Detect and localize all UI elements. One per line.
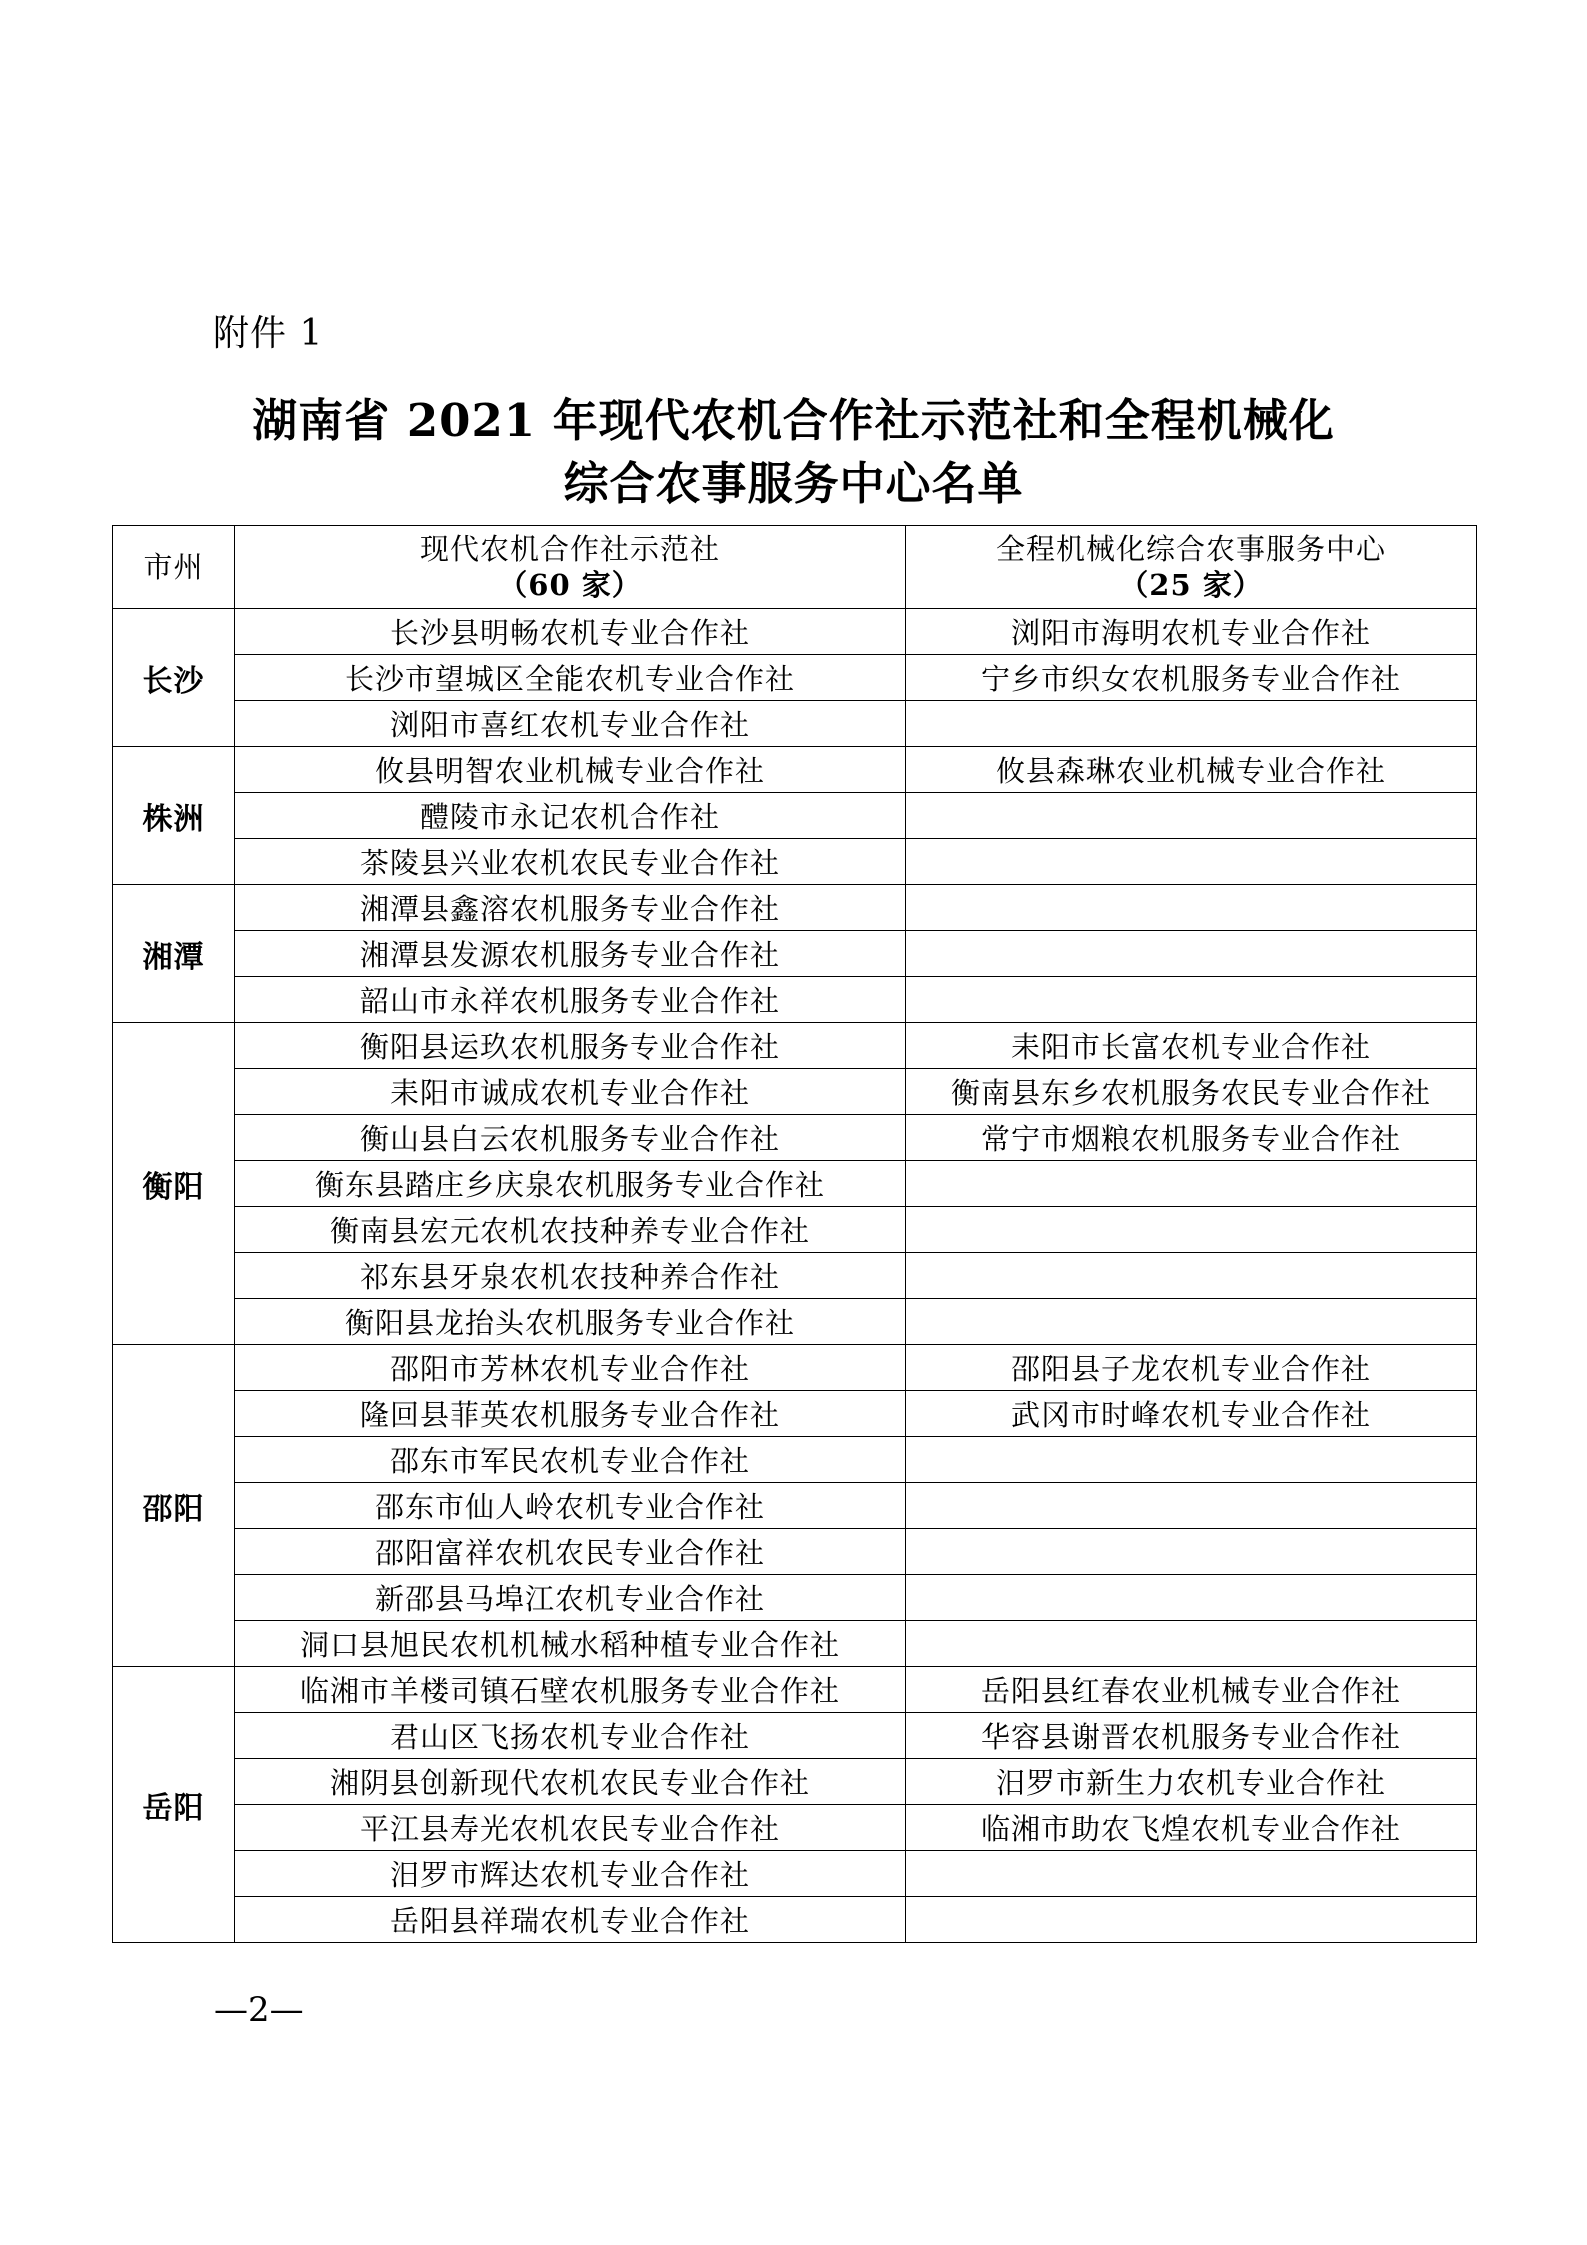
demo-cooperative-cell: 衡东县踏庄乡庆泉农机服务专业合作社 bbox=[235, 1161, 906, 1207]
header-city: 市州 bbox=[113, 526, 235, 609]
table-row bbox=[113, 1575, 1477, 1621]
service-center-cell bbox=[906, 1299, 1477, 1345]
demo-cooperative-cell: 韶山市永祥农机服务专业合作社 bbox=[235, 977, 906, 1023]
service-center-cell bbox=[906, 839, 1477, 885]
demo-cooperative-cell: 衡阳县龙抬头农机服务专业合作社 bbox=[235, 1299, 906, 1345]
table-row bbox=[113, 1897, 1477, 1943]
demo-cooperative-cell: 衡山县白云农机服务专业合作社 bbox=[235, 1115, 906, 1161]
table-row bbox=[113, 793, 1477, 839]
service-center-cell bbox=[906, 793, 1477, 839]
service-center-cell: 岳阳县红春农业机械专业合作社 bbox=[906, 1667, 1477, 1713]
table-row bbox=[113, 747, 1477, 793]
table-row bbox=[113, 1621, 1477, 1667]
demo-cooperative-cell: 湘阴县创新现代农机农民专业合作社 bbox=[235, 1759, 906, 1805]
demo-cooperative-cell: 湘潭县鑫溶农机服务专业合作社 bbox=[235, 885, 906, 931]
demo-cooperative-cell: 茶陵县兴业农机农民专业合作社 bbox=[235, 839, 906, 885]
demo-cooperative-cell: 祁东县牙泉农机农技种养合作社 bbox=[235, 1253, 906, 1299]
table-row bbox=[113, 1345, 1477, 1391]
service-center-cell: 汨罗市新生力农机专业合作社 bbox=[906, 1759, 1477, 1805]
table-row bbox=[113, 1437, 1477, 1483]
cooperative-list-table bbox=[112, 525, 1477, 1943]
service-center-cell bbox=[906, 1529, 1477, 1575]
service-center-cell bbox=[906, 885, 1477, 931]
table-header-row bbox=[113, 526, 1477, 609]
table-row bbox=[113, 655, 1477, 701]
demo-cooperative-cell: 邵东市仙人岭农机专业合作社 bbox=[235, 1483, 906, 1529]
document-title-line1: 湖南省 2021 年现代农机合作社示范社和全程机械化 bbox=[252, 394, 1335, 447]
demo-cooperative-cell: 隆回县菲英农机服务专业合作社 bbox=[235, 1391, 906, 1437]
demo-cooperative-cell: 衡南县宏元农机农技种养专业合作社 bbox=[235, 1207, 906, 1253]
table-row bbox=[113, 1805, 1477, 1851]
header-service-centers-count: （25 家） bbox=[1119, 568, 1263, 602]
demo-cooperative-cell: 洞口县旭民农机机械水稻种植专业合作社 bbox=[235, 1621, 906, 1667]
table-row bbox=[113, 1483, 1477, 1529]
demo-cooperative-cell: 攸县明智农业机械专业合作社 bbox=[235, 747, 906, 793]
table-row bbox=[113, 1529, 1477, 1575]
attachment-label: 附件 1 bbox=[213, 313, 324, 354]
page-number: —2— bbox=[214, 1990, 304, 2030]
service-center-cell: 邵阳县子龙农机专业合作社 bbox=[906, 1345, 1477, 1391]
demo-cooperative-cell: 耒阳市诚成农机专业合作社 bbox=[235, 1069, 906, 1115]
service-center-cell bbox=[906, 1575, 1477, 1621]
demo-cooperative-cell: 湘潭县发源农机服务专业合作社 bbox=[235, 931, 906, 977]
table-row bbox=[113, 1253, 1477, 1299]
service-center-cell bbox=[906, 977, 1477, 1023]
table-row bbox=[113, 1667, 1477, 1713]
demo-cooperative-cell: 临湘市羊楼司镇石壁农机服务专业合作社 bbox=[235, 1667, 906, 1713]
demo-cooperative-cell: 邵阳富祥农机农民专业合作社 bbox=[235, 1529, 906, 1575]
demo-cooperative-cell: 岳阳县祥瑞农机专业合作社 bbox=[235, 1897, 906, 1943]
city-cell: 衡阳 bbox=[113, 1023, 235, 1345]
header-demo-cooperatives bbox=[235, 526, 906, 609]
demo-cooperative-cell: 汨罗市辉达农机专业合作社 bbox=[235, 1851, 906, 1897]
service-center-cell: 宁乡市织女农机服务专业合作社 bbox=[906, 655, 1477, 701]
table-row bbox=[113, 1023, 1477, 1069]
table-row bbox=[113, 1851, 1477, 1897]
service-center-cell: 攸县森琳农业机械专业合作社 bbox=[906, 747, 1477, 793]
table-row bbox=[113, 1115, 1477, 1161]
city-cell: 株洲 bbox=[113, 747, 235, 885]
service-center-cell bbox=[906, 1437, 1477, 1483]
demo-cooperative-cell: 浏阳市喜红农机专业合作社 bbox=[235, 701, 906, 747]
table-row bbox=[113, 1391, 1477, 1437]
service-center-cell: 武冈市时峰农机专业合作社 bbox=[906, 1391, 1477, 1437]
demo-cooperative-cell: 新邵县马埠江农机专业合作社 bbox=[235, 1575, 906, 1621]
service-center-cell bbox=[906, 1851, 1477, 1897]
city-cell: 长沙 bbox=[113, 609, 235, 747]
city-cell: 邵阳 bbox=[113, 1345, 235, 1667]
table-row bbox=[113, 931, 1477, 977]
header-demo-cooperatives-count: （60 家） bbox=[498, 568, 642, 602]
demo-cooperative-cell: 衡阳县运玖农机服务专业合作社 bbox=[235, 1023, 906, 1069]
service-center-cell bbox=[906, 1483, 1477, 1529]
service-center-cell bbox=[906, 931, 1477, 977]
service-center-cell: 常宁市烟粮农机服务专业合作社 bbox=[906, 1115, 1477, 1161]
service-center-cell bbox=[906, 1207, 1477, 1253]
table-row bbox=[113, 1069, 1477, 1115]
table-row bbox=[113, 1299, 1477, 1345]
service-center-cell: 衡南县东乡农机服务农民专业合作社 bbox=[906, 1069, 1477, 1115]
table-row bbox=[113, 1713, 1477, 1759]
table-row bbox=[113, 1161, 1477, 1207]
service-center-cell: 华容县谢晋农机服务专业合作社 bbox=[906, 1713, 1477, 1759]
city-cell: 岳阳 bbox=[113, 1667, 235, 1943]
demo-cooperative-cell: 邵阳市芳林农机专业合作社 bbox=[235, 1345, 906, 1391]
demo-cooperative-cell: 君山区飞扬农机专业合作社 bbox=[235, 1713, 906, 1759]
demo-cooperative-cell: 邵东市军民农机专业合作社 bbox=[235, 1437, 906, 1483]
service-center-cell bbox=[906, 1621, 1477, 1667]
header-service-centers-label: 全程机械化综合农事服务中心 bbox=[995, 532, 1386, 566]
demo-cooperative-cell: 长沙县明畅农机专业合作社 bbox=[235, 609, 906, 655]
city-cell: 湘潭 bbox=[113, 885, 235, 1023]
table-row bbox=[113, 977, 1477, 1023]
table-row bbox=[113, 885, 1477, 931]
table-row bbox=[113, 839, 1477, 885]
demo-cooperative-cell: 平江县寿光农机农民专业合作社 bbox=[235, 1805, 906, 1851]
service-center-cell bbox=[906, 1897, 1477, 1943]
service-center-cell: 临湘市助农飞煌农机专业合作社 bbox=[906, 1805, 1477, 1851]
service-center-cell bbox=[906, 1161, 1477, 1207]
table-row bbox=[113, 609, 1477, 655]
service-center-cell bbox=[906, 701, 1477, 747]
demo-cooperative-cell: 醴陵市永记农机合作社 bbox=[235, 793, 906, 839]
service-center-cell: 耒阳市长富农机专业合作社 bbox=[906, 1023, 1477, 1069]
table-row bbox=[113, 1759, 1477, 1805]
table-row bbox=[113, 701, 1477, 747]
document-title-line2: 综合农事服务中心名单 bbox=[563, 457, 1024, 510]
header-demo-cooperatives-label: 现代农机合作社示范社 bbox=[419, 532, 720, 566]
demo-cooperative-cell: 长沙市望城区全能农机专业合作社 bbox=[235, 655, 906, 701]
service-center-cell bbox=[906, 1253, 1477, 1299]
table-row bbox=[113, 1207, 1477, 1253]
header-service-centers bbox=[906, 526, 1477, 609]
table-body bbox=[113, 609, 1477, 1943]
service-center-cell: 浏阳市海明农机专业合作社 bbox=[906, 609, 1477, 655]
